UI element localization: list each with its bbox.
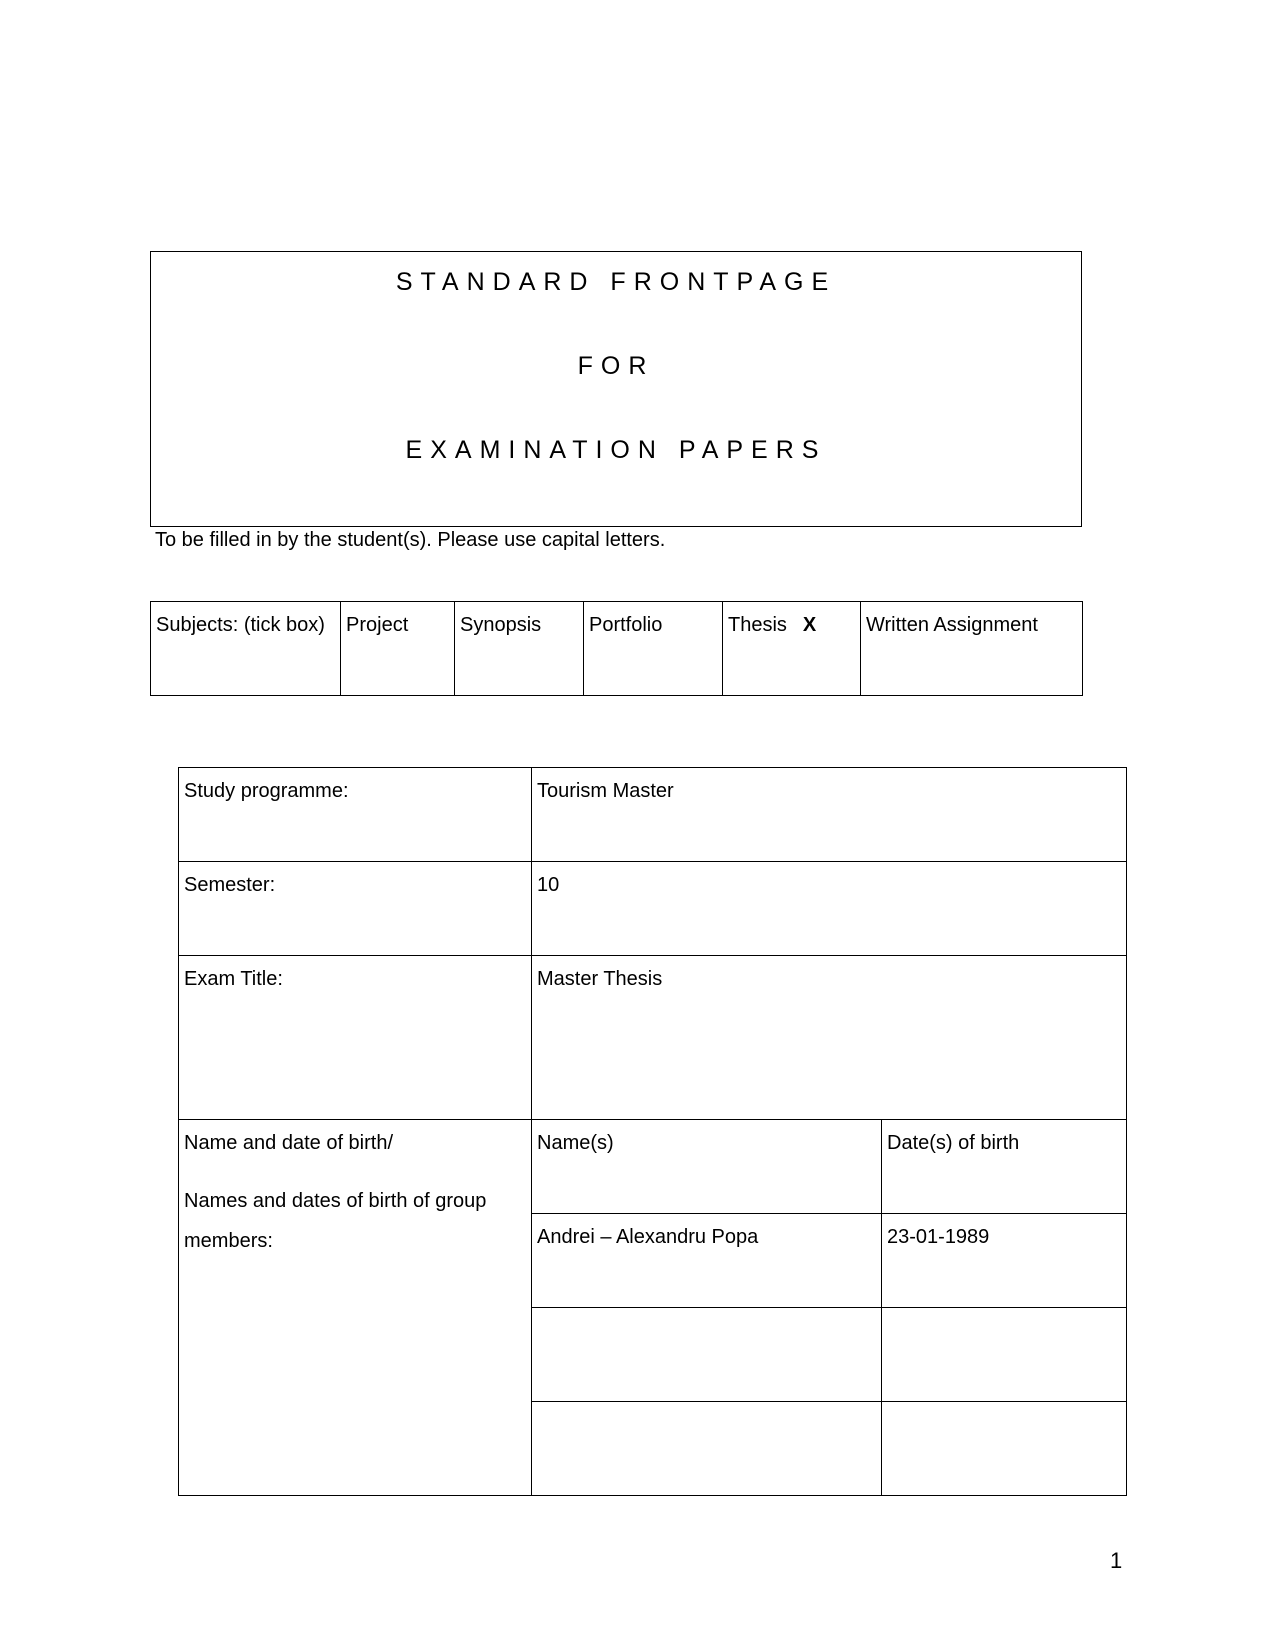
instruction-text: To be filled in by the student(s). Please use capital letters.	[155, 529, 666, 551]
study-programme-label: Study programme:	[179, 768, 532, 862]
member-dob-1[interactable]: 23-01-1989	[882, 1214, 1127, 1308]
member-name-1[interactable]: Andrei – Alexandru Popa	[532, 1214, 882, 1308]
names-header: Name(s)	[532, 1120, 882, 1214]
names-label-cell	[179, 1120, 532, 1496]
details-table	[178, 767, 1127, 1496]
title-line-2: FOR	[577, 352, 655, 380]
subject-option-portfolio[interactable]: Portfolio	[584, 602, 723, 696]
study-programme-value[interactable]: Tourism Master	[532, 768, 1127, 862]
title-line-1: STANDARD FRONTPAGE	[395, 268, 837, 296]
member-dob-2[interactable]	[882, 1308, 1127, 1402]
semester-label: Semester:	[179, 862, 532, 956]
subject-option-synopsis[interactable]: Synopsis	[455, 602, 584, 696]
page-number: 1	[1110, 1548, 1123, 1573]
names-label-line-1: Name and date of birth/	[184, 1132, 394, 1154]
exam-title-label: Exam Title:	[179, 956, 532, 1120]
subject-option-thesis[interactable]	[723, 602, 861, 696]
thesis-tick-mark: X	[802, 614, 817, 636]
subject-option-project[interactable]: Project	[341, 602, 455, 696]
subjects-table	[150, 601, 1083, 696]
names-label-line-2: Names and dates of birth of group members:	[184, 1190, 487, 1252]
title-line-3: EXAMINATION PAPERS	[405, 436, 827, 464]
member-name-3[interactable]	[532, 1402, 882, 1496]
exam-title-value[interactable]: Master Thesis	[532, 956, 1127, 1120]
subject-option-thesis-label: Thesis	[728, 614, 787, 636]
subject-option-written-assignment[interactable]: Written Assignment	[861, 602, 1083, 696]
dob-header: Date(s) of birth	[882, 1120, 1127, 1214]
semester-value[interactable]: 10	[532, 862, 1127, 956]
member-dob-3[interactable]	[882, 1402, 1127, 1496]
title-box	[150, 251, 1082, 527]
member-name-2[interactable]	[532, 1308, 882, 1402]
subjects-label: Subjects: (tick box)	[151, 602, 341, 696]
